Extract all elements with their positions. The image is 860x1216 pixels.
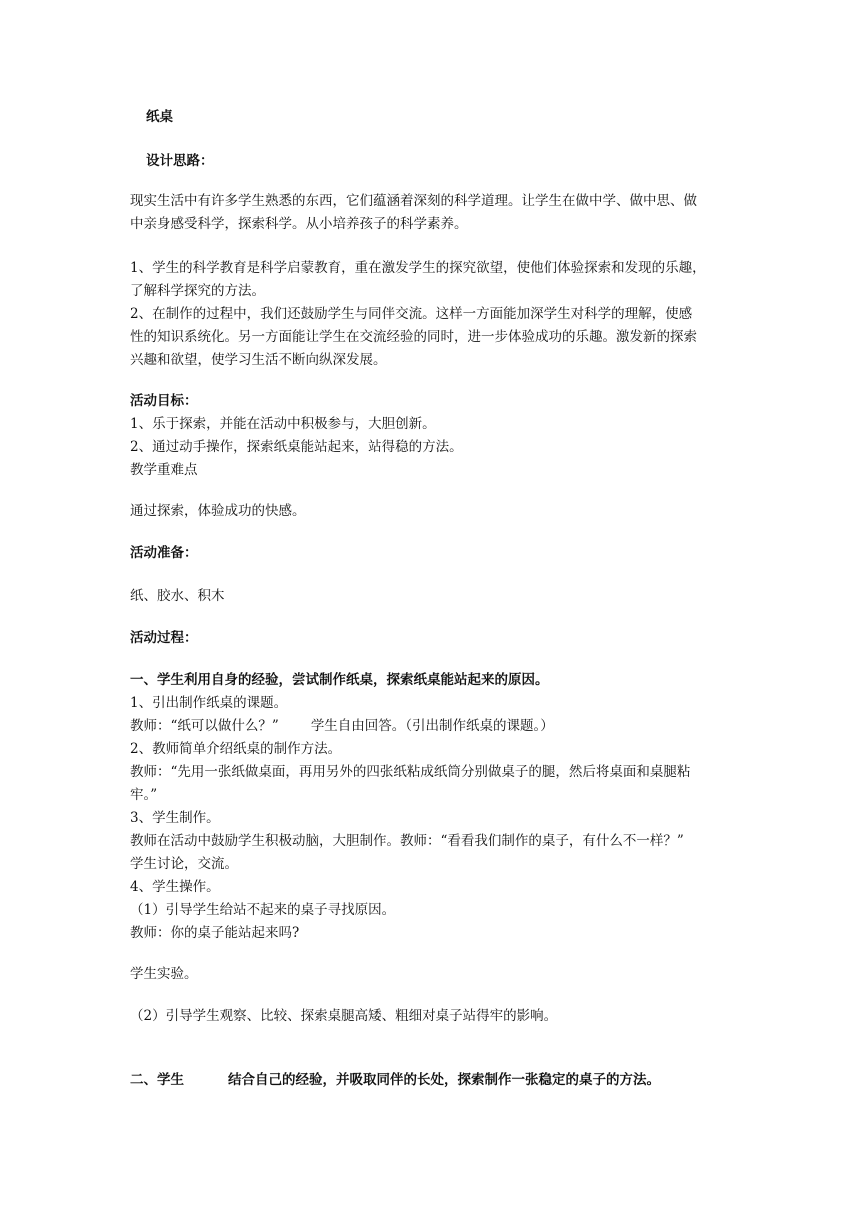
key-difficulty-text: 通过探索，体验成功的快感。 <box>130 503 306 519</box>
intro-line-2: 中亲身感受科学，探索科学。从小培养孩子的科学素养。 <box>130 216 468 232</box>
design-point-line-3: 2、在制作的过程中，我们还鼓励学生与同伴交流。这样一方面能加深学生对科学的理解，使感 <box>130 306 693 322</box>
prep-heading: 活动准备： <box>130 545 198 561</box>
section-2-heading <box>130 1069 660 1092</box>
process-line-5: 牢。” <box>130 787 158 803</box>
process-line-4: 教师：“先用一张纸做桌面，再用另外的四张纸粘成纸筒分别做桌子的腿，然后将桌面和桌腿粘 <box>130 764 691 780</box>
process-line-3: 2、教师简单介绍纸桌的制作方法。 <box>130 741 342 757</box>
process-line-12: 学生实验。 <box>130 966 198 982</box>
design-point-line-4: 性的知识系统化。另一方面能让学生在交流经验的同时，进一步体验成功的乐趣。激发新的探索 <box>130 329 697 345</box>
process-line-10: （1）引导学生给站不起来的桌子寻找原因。 <box>130 902 396 918</box>
process-line-9: 4、学生操作。 <box>130 879 220 895</box>
process-line-1: 1、引出制作纸桌的课题。 <box>130 695 288 711</box>
teacher-question: 教师：“纸可以做什么？” <box>130 718 279 734</box>
key-difficulty-heading: 教学重难点 <box>130 462 198 478</box>
section-2-heading-part-1: 二、学生 <box>130 1072 184 1088</box>
section-1-heading: 一、学生利用自身的经验，尝试制作纸桌，探索纸桌能站起来的原因。 <box>130 672 549 688</box>
section-2-heading-part-2: 结合自己的经验，并吸取同伴的长处，探索制作一张稳定的桌子的方法。 <box>228 1072 660 1088</box>
process-line-13: （2）引导学生观察、比较、探索桌腿高矮、粗细对桌子站得牢的影响。 <box>130 1008 558 1024</box>
goals-heading: 活动目标： <box>130 393 198 409</box>
document-title: 纸桌 <box>146 109 173 125</box>
process-line-2 <box>130 715 554 738</box>
goal-item-1: 1、乐于探索，并能在活动中积极参与，大胆创新。 <box>130 416 436 432</box>
process-line-8: 学生讨论，交流。 <box>130 856 238 872</box>
design-point-line-2: 了解科学探究的方法。 <box>130 283 265 299</box>
goal-item-2: 2、通过动手操作，探索纸桌能站起来，站得稳的方法。 <box>130 439 463 455</box>
process-line-7: 教师在活动中鼓励学生积极动脑，大胆制作。教师：“看看我们制作的桌子，有什么不一样？” <box>130 833 684 849</box>
process-line-11: 教师：你的桌子能站起来吗? <box>130 925 300 941</box>
design-heading: 设计思路： <box>146 153 214 169</box>
process-heading: 活动过程： <box>130 630 198 646</box>
student-answer: 学生自由回答。（引出制作纸桌的课题。） <box>310 718 554 734</box>
process-line-6: 3、学生制作。 <box>130 810 220 826</box>
intro-line-1: 现实生活中有许多学生熟悉的东西，它们蕴涵着深刻的科学道理。让学生在做中学、做中思、做 <box>130 193 697 209</box>
design-point-line-1: 1、学生的科学教育是科学启蒙教育，重在激发学生的探究欲望，使他们体验探索和发现的乐趣， <box>130 260 706 276</box>
design-point-line-5: 兴趣和欲望，使学习生活不断向纵深发展。 <box>130 352 387 368</box>
prep-text: 纸、胶水、积木 <box>130 588 225 604</box>
